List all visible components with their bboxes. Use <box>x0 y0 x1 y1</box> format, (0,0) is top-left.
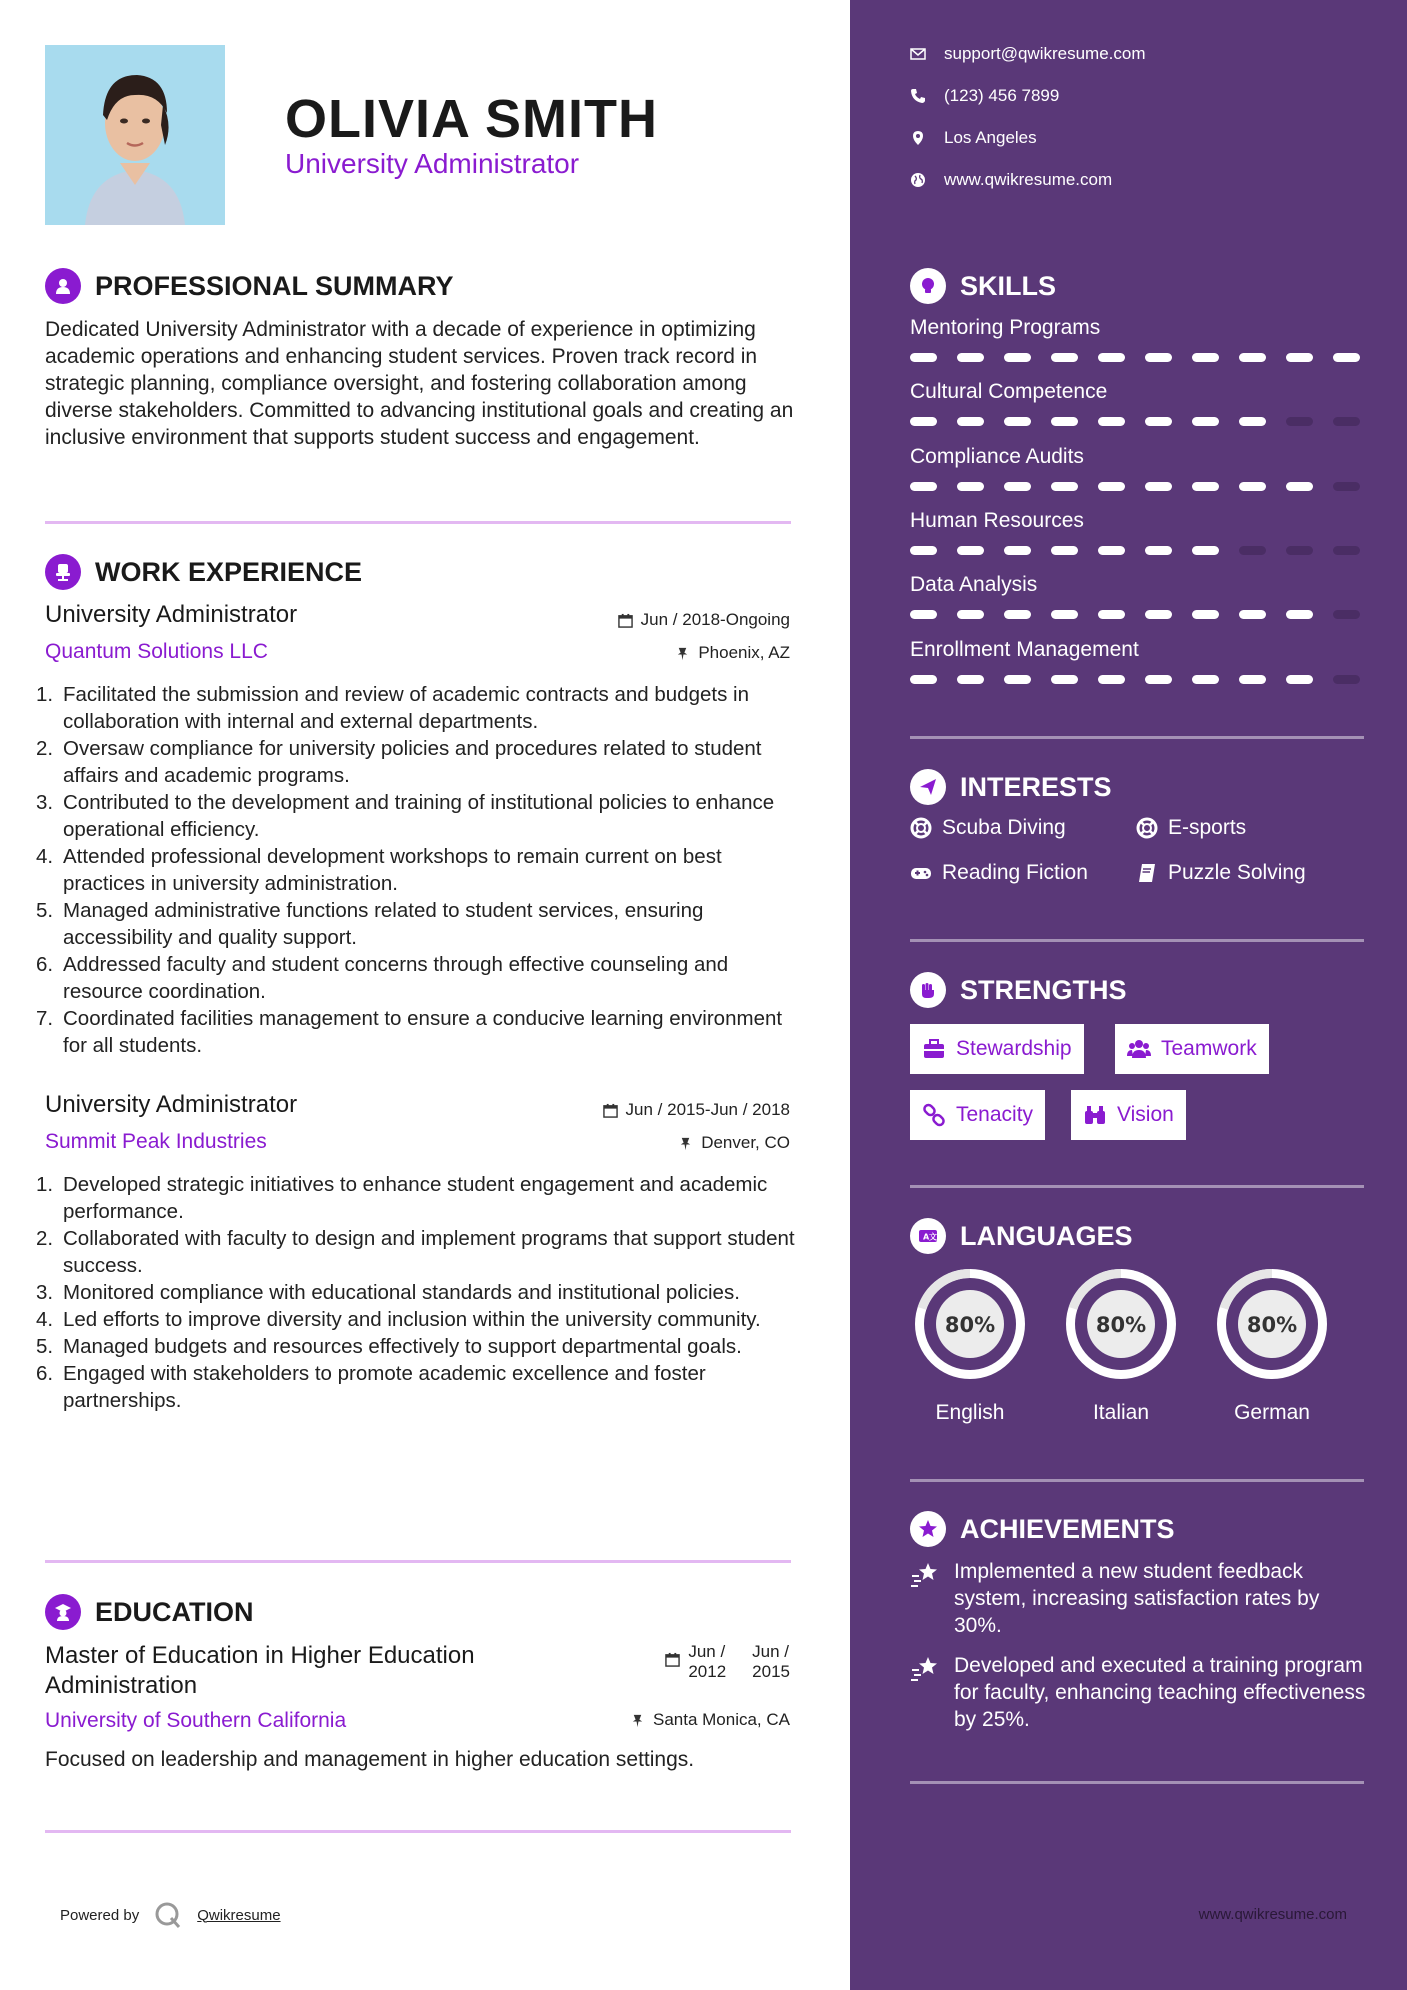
skill-dash <box>1333 482 1360 491</box>
contact-location <box>910 128 1037 148</box>
divider <box>45 521 791 524</box>
work-title: WORK EXPERIENCE <box>95 556 363 587</box>
language-ring <box>910 1264 1030 1384</box>
skill-dash <box>1333 610 1360 619</box>
interest-item: E-sports <box>1136 816 1246 840</box>
strength-chip: Vision <box>1071 1090 1186 1140</box>
skill-dash <box>1286 610 1313 619</box>
strengths-title: STRENGTHS <box>960 974 1127 1005</box>
skill-name: Human Resources <box>910 509 1084 532</box>
profile-photo <box>45 45 225 225</box>
company-name: Summit Peak Industries <box>45 1130 267 1153</box>
skill-dash <box>910 675 937 684</box>
skill-dash <box>1145 353 1172 362</box>
svg-text:文: 文 <box>929 1232 937 1242</box>
skill-dash <box>1192 482 1219 491</box>
language-name: English <box>935 1401 1005 1424</box>
list-item: 1. Facilitated the submission and review of academic contracts and budgets in collaboration with internal and external departments. <box>36 683 749 733</box>
skill-dash <box>1098 482 1125 491</box>
interest-item: Puzzle Solving <box>1136 861 1306 885</box>
skill-name: Mentoring Programs <box>910 316 1101 339</box>
lifebuoy-icon <box>1136 817 1158 839</box>
achievement-item: Developed and executed a training program for faculty, enhancing teaching effectiveness by 25%. <box>910 1652 1370 1733</box>
translate-icon <box>910 1218 946 1254</box>
skill-dash <box>1098 675 1125 684</box>
skill-meter <box>910 417 1364 426</box>
school-name: University of Southern California <box>45 1709 347 1732</box>
candidate-role: University Administrator <box>285 148 580 179</box>
language-name: German <box>1234 1401 1310 1424</box>
phone-icon <box>910 88 926 104</box>
binoculars-icon <box>1083 1103 1107 1127</box>
shooting-star-icon <box>910 1654 940 1684</box>
calendar-icon <box>665 1652 680 1667</box>
skills-title: SKILLS <box>960 270 1057 301</box>
degree-line: Administration <box>45 1672 198 1699</box>
education-location <box>630 1710 790 1730</box>
skill-dash <box>1333 546 1360 555</box>
interest-item: Reading Fiction <box>910 861 1088 885</box>
language-item <box>910 1264 1030 1425</box>
skill-dash <box>1004 546 1031 555</box>
divider <box>45 1830 791 1833</box>
language-ring <box>1212 1264 1332 1384</box>
list-item: 5. Managed budgets and resources effectively to support departmental goals. <box>36 1335 742 1358</box>
skill-dash <box>910 546 937 555</box>
skill-meter <box>910 546 1364 555</box>
skill-dash <box>1286 546 1313 555</box>
location-text: Los Angeles <box>944 128 1037 147</box>
education-description: Focused on leadership and management in higher education settings. <box>45 1748 695 1771</box>
skill-dash <box>1051 546 1078 555</box>
list-item: 1. Developed strategic initiatives to enhance student engagement and academic performance. <box>36 1173 768 1223</box>
pin-icon <box>675 646 690 661</box>
education-title: EDUCATION <box>95 1596 254 1627</box>
skill-dash <box>1192 546 1219 555</box>
list-item: 6. Addressed faculty and student concerns through effective counseling and resource coordination. <box>36 953 729 1003</box>
skill-dash <box>957 482 984 491</box>
brand-link[interactable]: Qwikresume <box>197 1906 281 1924</box>
calendar-icon <box>603 1103 618 1118</box>
skill-dash <box>1333 353 1360 362</box>
strengths-heading <box>910 972 1127 1008</box>
skill-dash <box>1239 353 1266 362</box>
start-date: Jun / 2012 <box>688 1642 727 1681</box>
language-name: Italian <box>1092 1401 1150 1424</box>
job-bullets <box>36 1171 796 1414</box>
list-item: 6. Engaged with stakeholders to promote academic excellence and foster partnerships. <box>36 1362 706 1412</box>
job-location-text: Denver, CO <box>701 1133 790 1152</box>
svg-text:A: A <box>923 1232 930 1242</box>
skill-dash <box>910 610 937 619</box>
skill-dash <box>1098 353 1125 362</box>
job-title: University Administrator <box>45 1091 298 1118</box>
list-item: 4. Attended professional development workshops to remain current on best practices in university administration. <box>36 845 722 895</box>
skill-dash <box>1145 482 1172 491</box>
candidate-name: OLIVIA SMITH <box>285 89 658 149</box>
skill-dash <box>1192 353 1219 362</box>
skill-dash <box>1098 610 1125 619</box>
shooting-star-icon <box>910 1560 940 1590</box>
languages-heading <box>910 1218 1133 1254</box>
divider <box>45 1560 791 1563</box>
website-text[interactable]: www.qwikresume.com <box>944 170 1113 189</box>
divider <box>910 939 1364 942</box>
skill-dash <box>1145 610 1172 619</box>
divider <box>910 1185 1364 1188</box>
skill-dash <box>1239 610 1266 619</box>
skill-dash <box>1004 417 1031 426</box>
lifebuoy-icon <box>910 817 932 839</box>
skill-dash <box>1098 417 1125 426</box>
skill-dash <box>1286 417 1313 426</box>
powered-by-text: Powered by <box>60 1906 140 1924</box>
lightbulb-icon <box>910 268 946 304</box>
skill-meter <box>910 482 1364 491</box>
email-text[interactable]: support@qwikresume.com <box>944 44 1146 63</box>
graduate-icon <box>45 1594 81 1630</box>
skill-dash <box>1145 675 1172 684</box>
qwikresume-logo-icon <box>153 1900 183 1930</box>
skill-dash <box>1286 482 1313 491</box>
contact-phone <box>910 86 1059 106</box>
language-ring <box>1061 1264 1181 1384</box>
person-icon <box>45 268 81 304</box>
strength-chip: Tenacity <box>910 1090 1045 1140</box>
book-icon <box>1136 862 1158 884</box>
skill-dash <box>1333 675 1360 684</box>
footer-powered <box>60 1900 281 1930</box>
skill-name: Data Analysis <box>910 573 1038 596</box>
summary-text: Dedicated University Administrator with a decade of experience in optimizing academic operations and enhancing student services. Proven track record in strategic planning, compliance oversight, and fostering collaboration among diverse stakeholders. Committed to advancing institutional goals and creating an inclusive environment that supports student success and engagement. <box>45 318 794 449</box>
list-item: 7. Coordinated facilities management to ensure a conducive learning environment for all students. <box>36 1007 783 1057</box>
job-dates-text: Jun / 2015-Jun / 2018 <box>625 1100 790 1119</box>
skill-dash <box>1239 417 1266 426</box>
skill-meter <box>910 353 1364 362</box>
svg-text:80%: 80% <box>944 1313 996 1337</box>
skill-dash <box>1145 546 1172 555</box>
job-dates <box>618 610 790 630</box>
skill-dash <box>1051 482 1078 491</box>
skill-dash <box>1051 353 1078 362</box>
skill-dash <box>910 482 937 491</box>
calendar-icon <box>618 613 633 628</box>
divider <box>910 1479 1364 1482</box>
achievements-heading <box>910 1511 1175 1547</box>
skill-dash <box>1239 482 1266 491</box>
interest-item: Scuba Diving <box>910 816 1066 840</box>
interests-title: INTERESTS <box>960 771 1112 802</box>
degree-line: Master of Education in Higher Education <box>45 1642 475 1669</box>
company-name: Quantum Solutions LLC <box>45 640 268 663</box>
degree-title <box>45 1641 475 1701</box>
skills-heading <box>910 268 1056 304</box>
pin-icon <box>630 1713 645 1728</box>
skill-dash <box>957 546 984 555</box>
contact-email <box>910 44 1146 64</box>
skill-dash <box>957 417 984 426</box>
skill-dash <box>1051 417 1078 426</box>
list-item: 3. Contributed to the development and training of institutional policies to enhance operational efficiency. <box>36 791 775 841</box>
chair-icon <box>45 554 81 590</box>
skill-name: Compliance Audits <box>910 445 1084 468</box>
interests-heading <box>910 769 1112 805</box>
skill-dash <box>957 353 984 362</box>
skill-meter <box>910 610 1364 619</box>
job-dates-text: Jun / 2018-Ongoing <box>640 610 790 629</box>
skill-dash <box>1004 353 1031 362</box>
list-item: 4. Led efforts to improve diversity and inclusion within the university community. <box>36 1308 761 1331</box>
star-icon <box>910 1511 946 1547</box>
users-icon <box>1127 1037 1151 1061</box>
job-bullets <box>36 681 796 1059</box>
end-date: Jun / 2015 <box>752 1642 790 1681</box>
avatar-icon <box>45 45 225 225</box>
skill-name: Cultural Competence <box>910 380 1108 403</box>
gamepad-icon <box>910 862 932 884</box>
skill-dash <box>1192 417 1219 426</box>
languages-title: LANGUAGES <box>960 1220 1133 1251</box>
list-item: 2. Collaborated with faculty to design and implement programs that support student success. <box>36 1227 795 1277</box>
divider <box>910 736 1364 739</box>
svg-text:80%: 80% <box>1095 1313 1147 1337</box>
skill-dash <box>910 417 937 426</box>
skill-meter <box>910 675 1364 684</box>
summary-title: PROFESSIONAL SUMMARY <box>95 270 454 301</box>
strength-chip: Teamwork <box>1115 1024 1269 1074</box>
job-location <box>675 643 790 663</box>
skill-dash <box>1051 675 1078 684</box>
skill-dash <box>1286 353 1313 362</box>
achievements-title: ACHIEVEMENTS <box>960 1513 1175 1544</box>
job-location-text: Phoenix, AZ <box>698 643 790 662</box>
fist-icon <box>910 972 946 1008</box>
skill-dash <box>1004 482 1031 491</box>
pin-icon <box>678 1136 693 1151</box>
skill-dash <box>1051 610 1078 619</box>
work-heading <box>45 554 362 590</box>
footer-site[interactable]: www.qwikresume.com <box>1198 1906 1347 1923</box>
briefcase-icon <box>922 1037 946 1061</box>
language-item <box>1212 1264 1332 1425</box>
list-item: 2. Oversaw compliance for university policies and procedures related to student affairs and academic programs. <box>36 737 762 787</box>
skill-dash <box>957 610 984 619</box>
divider <box>910 1781 1364 1784</box>
contact-website <box>910 170 1112 190</box>
skill-dash <box>1192 675 1219 684</box>
skill-dash <box>1098 546 1125 555</box>
list-item: 5. Managed administrative functions related to student services, ensuring accessibility and quality support. <box>36 899 704 949</box>
job-title: University Administrator <box>45 601 298 628</box>
skill-dash <box>1239 675 1266 684</box>
globe-icon <box>910 172 926 188</box>
achievement-item: Implemented a new student feedback system, increasing satisfaction rates by 30%. <box>910 1558 1370 1639</box>
skill-dash <box>1286 675 1313 684</box>
mail-icon <box>910 46 926 62</box>
education-location-text: Santa Monica, CA <box>652 1710 790 1729</box>
paper-plane-icon <box>910 769 946 805</box>
skill-dash <box>1239 546 1266 555</box>
link-icon <box>922 1103 946 1127</box>
skill-dash <box>957 675 984 684</box>
skill-dash <box>1192 610 1219 619</box>
education-dates <box>665 1642 790 1682</box>
job-location <box>678 1133 790 1153</box>
skill-name: Enrollment Management <box>910 638 1139 661</box>
language-item <box>1061 1264 1181 1425</box>
skill-dash <box>1333 417 1360 426</box>
job-dates <box>603 1100 790 1120</box>
skill-dash <box>1004 610 1031 619</box>
svg-text:80%: 80% <box>1246 1313 1298 1337</box>
summary-heading <box>45 268 454 304</box>
skill-dash <box>1004 675 1031 684</box>
skill-dash <box>910 353 937 362</box>
phone-text: (123) 456 7899 <box>944 86 1060 105</box>
education-heading <box>45 1594 254 1630</box>
strength-chip: Stewardship <box>910 1024 1084 1074</box>
list-item: 3. Monitored compliance with educational standards and institutional policies. <box>36 1281 740 1304</box>
map-pin-icon <box>910 130 926 146</box>
sidebar <box>850 0 1407 1990</box>
skill-dash <box>1145 417 1172 426</box>
